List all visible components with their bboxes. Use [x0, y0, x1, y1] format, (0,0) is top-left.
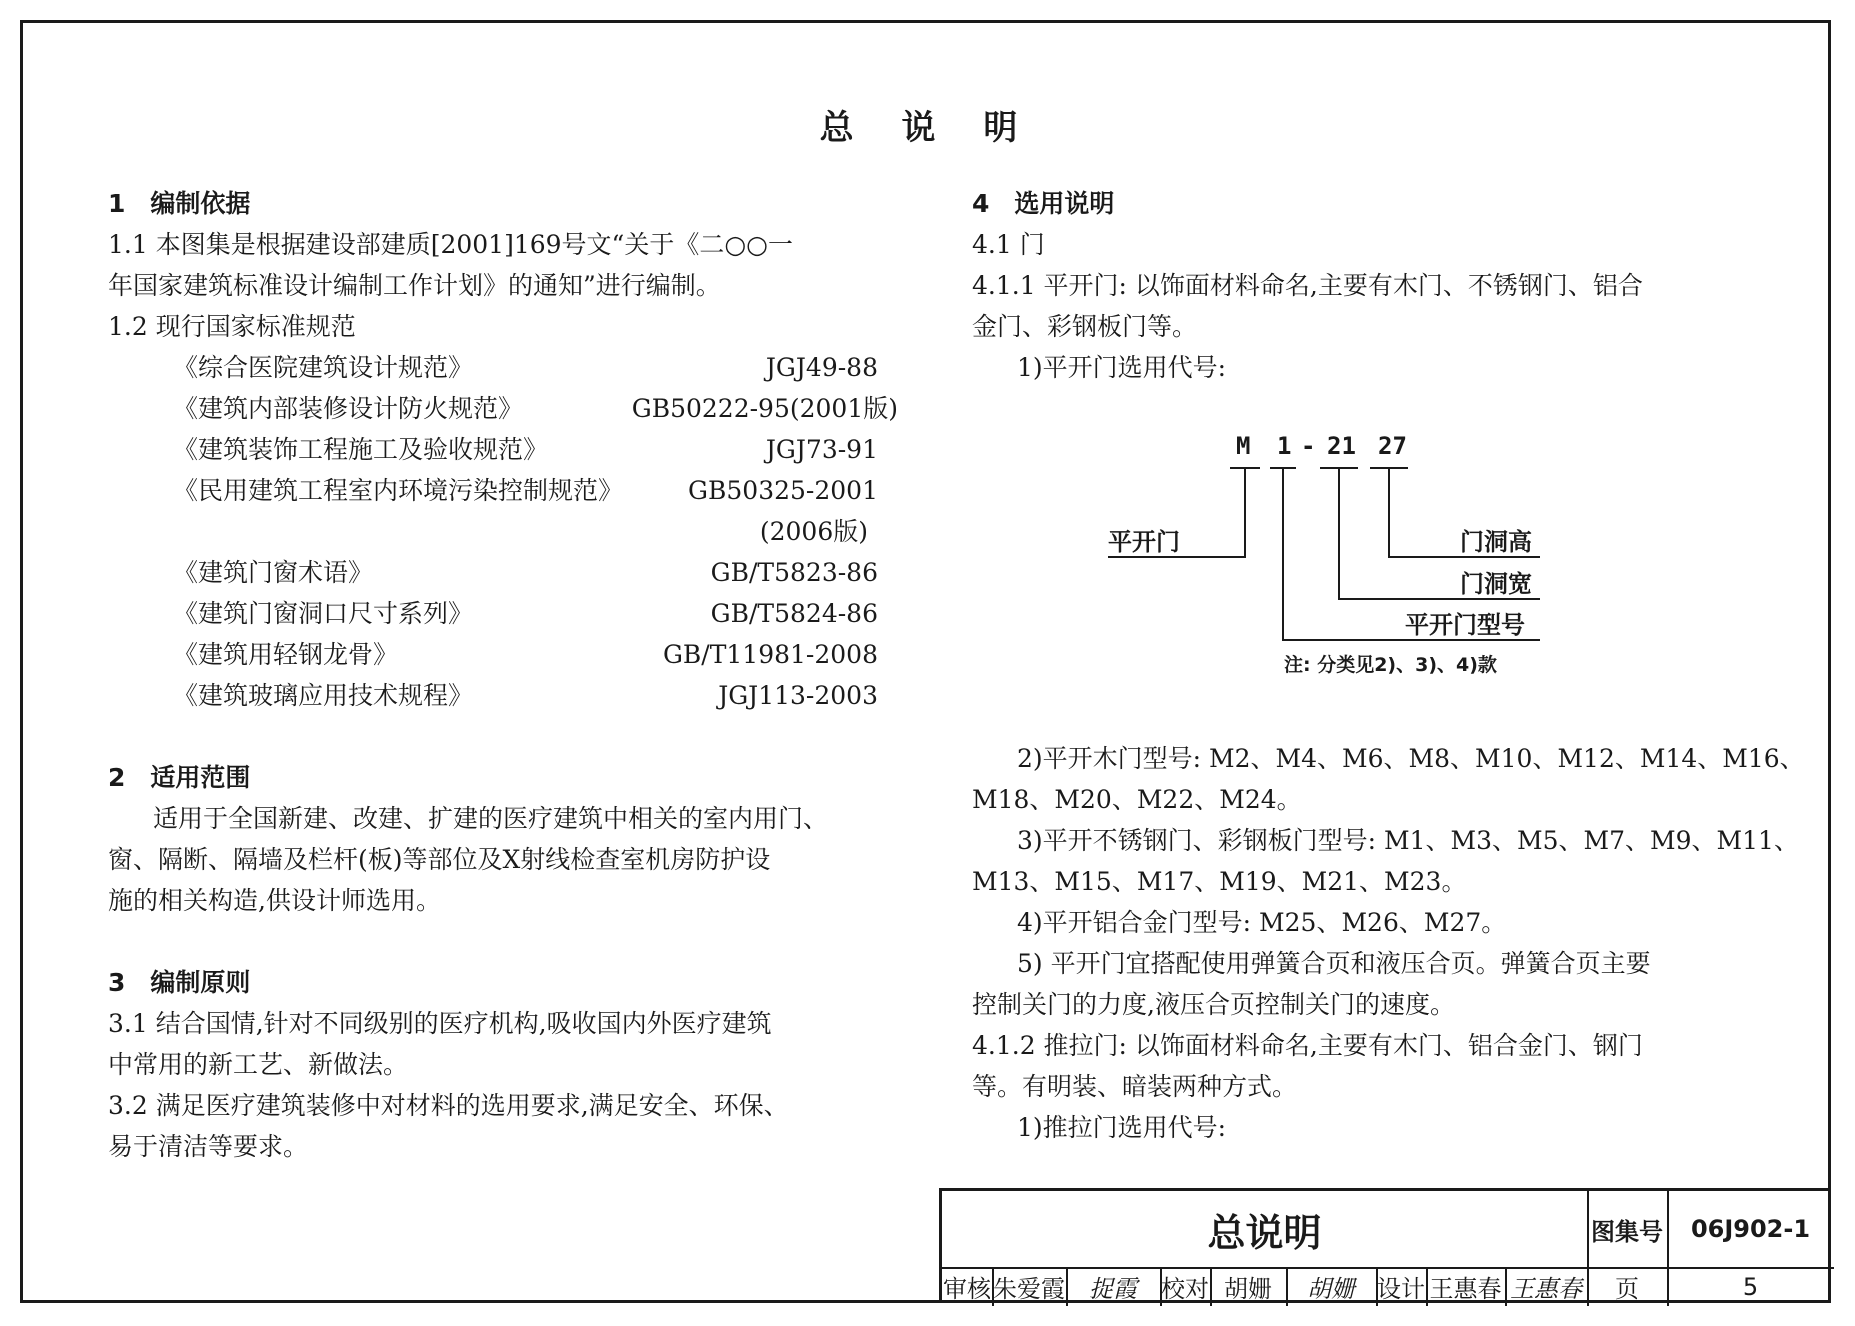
standard-code: GB/T5823-86 [710, 558, 878, 587]
standard-code: GB/T11981-2008 [662, 640, 878, 669]
right-column-top [972, 183, 1772, 388]
standard-name: 《建筑内部装修设计防火规范》 [173, 394, 524, 423]
code-m: M [1236, 432, 1251, 460]
label-width: 门洞宽 [1460, 570, 1532, 598]
paragraph: 控制关门的力度,液压合页控制关门的速度。 [972, 990, 1455, 1019]
standard-code: JGJ113-2003 [718, 681, 878, 710]
review-signature: 捉霞 [1089, 1275, 1137, 1303]
page-label: 页 [1615, 1275, 1639, 1303]
standard-item [108, 388, 898, 429]
standard-code: JGJ49-88 [765, 353, 878, 382]
paragraph: 2)平开木门型号: M2、M4、M6、M8、M10、M12、M14、M16、 [1017, 744, 1805, 773]
design-name: 王惠春 [1429, 1275, 1502, 1303]
left-column [108, 183, 898, 1167]
atlas-label: 图集号 [1591, 1217, 1663, 1246]
standard-code: GB50325-2001 [688, 476, 878, 505]
paragraph: 1.2 现行国家标准规范 [108, 312, 356, 341]
atlas-number: 06J902-1 [1690, 1215, 1811, 1243]
section-heading: 1 编制依据 [108, 189, 251, 218]
title-block [939, 1188, 1831, 1303]
right-column-bottom [972, 738, 1805, 1148]
page-number: 5 [1742, 1272, 1759, 1301]
door-code-diagram [1100, 432, 1560, 682]
standard-name: 《建筑玻璃应用技术规程》 [173, 681, 474, 710]
standard-name: 《综合医院建筑设计规范》 [173, 353, 474, 382]
standard-item [108, 593, 898, 634]
design-signature: 王惠春 [1510, 1275, 1582, 1303]
page-title: 总 说 明 [819, 108, 1036, 148]
standard-item [108, 552, 898, 593]
code-dash: - [1301, 432, 1316, 460]
paragraph: 易于清洁等要求。 [108, 1132, 309, 1161]
standard-code: (2006版) [759, 517, 868, 546]
label-door: 平开门 [1108, 528, 1180, 556]
paragraph: 等。有明装、暗装两种方式。 [972, 1072, 1298, 1101]
diagram-note: 注: 分类见2)、3)、4)款 [1284, 654, 1497, 676]
paragraph: 1)推拉门选用代号: [1017, 1113, 1227, 1142]
paragraph: 4.1 门 [972, 230, 1045, 259]
paragraph: 1)平开门选用代号: [1017, 353, 1227, 382]
check-name: 胡姗 [1224, 1275, 1272, 1303]
paragraph: M13、M15、M17、M19、M21、M23。 [972, 867, 1467, 896]
code-type: 1 [1277, 432, 1292, 460]
standard-item [108, 634, 898, 675]
code-height: 27 [1378, 432, 1407, 460]
standard-item [108, 675, 898, 716]
paragraph: 3.2 满足医疗建筑装修中对材料的选用要求,满足安全、环保、 [108, 1091, 789, 1120]
paragraph: 中常用的新工艺、新做法。 [108, 1050, 409, 1079]
paragraph: 年国家建筑标准设计编制工作计划》的通知”进行编制。 [108, 271, 721, 300]
design-label: 设计 [1377, 1275, 1425, 1303]
standard-code: GB/T5824-86 [710, 599, 878, 628]
section-heading: 2 适用范围 [108, 763, 251, 792]
paragraph: 3)平开不锈钢门、彩钢板门型号: M1、M3、M5、M7、M9、M11、 [1017, 826, 1799, 855]
review-label: 审核 [943, 1275, 991, 1303]
paragraph: M18、M20、M22、M24。 [972, 785, 1302, 814]
standard-name: 《民用建筑工程室内环境污染控制规范》 [173, 476, 624, 505]
title-block-title: 总说明 [1207, 1210, 1322, 1255]
check-signature: 胡姗 [1307, 1275, 1355, 1303]
section-heading: 4 选用说明 [972, 189, 1115, 218]
paragraph: 施的相关构造,供设计师选用。 [108, 886, 441, 915]
standard-item [108, 429, 898, 470]
standard-code: JGJ73-91 [765, 435, 878, 464]
check-label: 校对 [1161, 1275, 1209, 1303]
paragraph: 金门、彩钢板门等。 [972, 312, 1198, 341]
paragraph: 窗、隔断、隔墙及栏杆(板)等部位及X射线检查室机房防护设 [108, 845, 771, 874]
paragraph: 4.1.2 推拉门: 以饰面材料命名,主要有木门、铝合金门、钢门 [972, 1031, 1643, 1060]
label-height: 门洞高 [1460, 528, 1532, 556]
paragraph: 1.1 本图集是根据建设部建质[2001]169号文“关于《二○○一 [108, 230, 793, 259]
standard-item [108, 511, 898, 552]
code-width: 21 [1327, 432, 1356, 460]
paragraph: 4)平开铝合金门型号: M25、M26、M27。 [1017, 908, 1507, 937]
standard-name: 《建筑门窗术语》 [173, 558, 374, 587]
standard-item [108, 347, 898, 388]
paragraph: 5) 平开门宜搭配使用弹簧合页和液压合页。弹簧合页主要 [1017, 949, 1651, 978]
standards-list [108, 347, 898, 716]
diagram-lines [1100, 432, 1560, 682]
standard-code: GB50222-95(2001版) [631, 394, 898, 423]
paragraph: 适用于全国新建、改建、扩建的医疗建筑中相关的室内用门、 [153, 804, 829, 833]
standard-name: 《建筑门窗洞口尺寸系列》 [173, 599, 474, 628]
section-heading: 3 编制原则 [108, 968, 251, 997]
review-name: 朱爱霞 [993, 1275, 1065, 1303]
paragraph: 3.1 结合国情,针对不同级别的医疗机构,吸收国内外医疗建筑 [108, 1009, 772, 1038]
paragraph: 4.1.1 平开门: 以饰面材料命名,主要有木门、不锈钢门、铝合 [972, 271, 1643, 300]
standard-name: 《建筑用轻钢龙骨》 [173, 640, 399, 669]
standard-name: 《建筑装饰工程施工及验收规范》 [173, 435, 549, 464]
label-model: 平开门型号 [1405, 611, 1525, 639]
standard-item [108, 470, 898, 511]
